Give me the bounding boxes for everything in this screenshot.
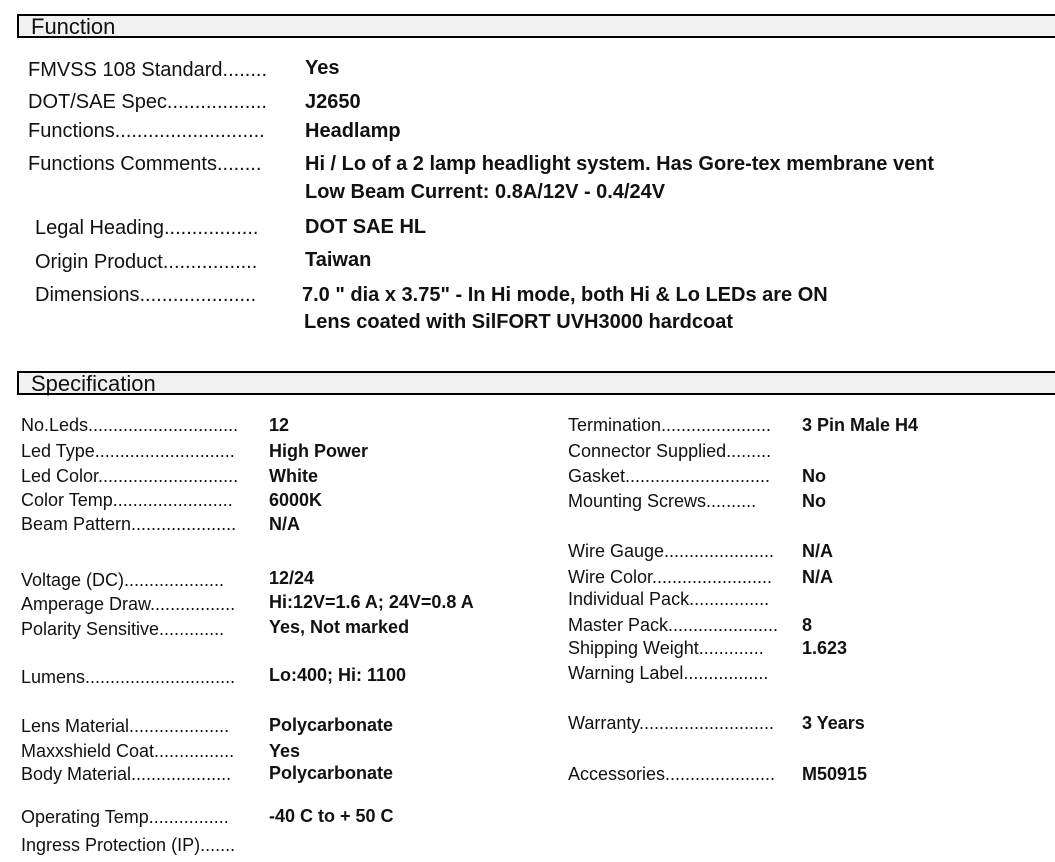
- spec-value-termination: 3 Pin Male H4: [802, 415, 919, 435]
- function-value-dot-sae: J2650: [305, 91, 361, 113]
- specification-heading: Specification: [31, 371, 156, 396]
- function-value-fmvss: Yes: [305, 57, 340, 79]
- spec-value-wire-color: N/A: [802, 567, 833, 587]
- function-value-dimensions-line2: Lens coated with SilFORT UVH3000 hardcoat: [304, 311, 733, 333]
- spec-label-led-color: Led Color............................: [21, 466, 239, 486]
- spec-value-beam-pattern: N/A: [269, 514, 300, 534]
- function-label-dimensions: Dimensions.....................: [35, 284, 257, 306]
- spec-label-mounting-screws: Mounting Screws..........: [568, 491, 757, 511]
- spec-value-master-pack: 8: [802, 615, 813, 635]
- spec-value-voltage: 12/24: [269, 568, 315, 588]
- function-label-fmvss: FMVSS 108 Standard........: [28, 59, 268, 81]
- spec-label-connector: Connector Supplied.........: [568, 441, 772, 461]
- spec-label-accessories: Accessories......................: [568, 764, 776, 784]
- spec-value-amperage: Hi:12V=1.6 A; 24V=0.8 A: [269, 592, 474, 612]
- spec-label-color-temp: Color Temp........................: [21, 490, 233, 510]
- spec-value-gasket: No: [802, 466, 826, 486]
- spec-label-gasket: Gasket.............................: [568, 466, 771, 486]
- spec-label-operating-temp: Operating Temp................: [21, 807, 229, 827]
- spec-value-accessories: M50915: [802, 764, 868, 784]
- spec-value-lumens: Lo:400; Hi: 1100: [269, 665, 407, 685]
- function-value-dimensions: 7.0 " dia x 3.75" - In Hi mode, both Hi & Lo LEDs are ON: [302, 284, 828, 306]
- spec-value-lens-material: Polycarbonate: [269, 715, 394, 735]
- spec-label-master-pack: Master Pack......................: [568, 615, 779, 635]
- spec-value-mounting-screws: No: [802, 491, 826, 511]
- spec-label-amperage: Amperage Draw.................: [21, 594, 236, 614]
- function-value-legal-heading: DOT SAE HL: [305, 216, 427, 238]
- spec-value-led-color: White: [269, 466, 318, 486]
- spec-label-warranty: Warranty...........................: [568, 713, 775, 733]
- function-section-header: [17, 14, 1055, 38]
- spec-label-lens-material: Lens Material....................: [21, 716, 230, 736]
- spec-label-wire-gauge: Wire Gauge......................: [568, 541, 775, 561]
- function-value-comments: Hi / Lo of a 2 lamp headlight system. Has Gore-tex membrane vent: [305, 153, 935, 175]
- spec-label-beam-pattern: Beam Pattern.....................: [21, 514, 237, 534]
- function-value-origin: Taiwan: [305, 249, 372, 271]
- spec-value-operating-temp: -40 C to + 50 C: [269, 806, 394, 826]
- spec-label-ingress-protection: Ingress Protection (IP).......: [21, 835, 236, 855]
- function-label-dot-sae: DOT/SAE Spec..................: [28, 91, 267, 113]
- function-label-legal-heading: Legal Heading.................: [35, 217, 259, 239]
- spec-label-lumens: Lumens..............................: [21, 667, 236, 687]
- spec-value-shipping-weight: 1.623: [802, 638, 848, 658]
- spec-value-maxxshield: Yes: [269, 741, 301, 761]
- spec-value-wire-gauge: N/A: [802, 541, 833, 561]
- spec-label-body-material: Body Material....................: [21, 764, 232, 784]
- function-label-origin: Origin Product.................: [35, 251, 258, 273]
- function-label-comments: Functions Comments........: [28, 153, 262, 175]
- function-label-functions: Functions...........................: [28, 120, 265, 142]
- spec-label-voltage: Voltage (DC)....................: [21, 570, 225, 590]
- spec-label-led-type: Led Type............................: [21, 441, 235, 461]
- spec-label-shipping-weight: Shipping Weight.............: [568, 638, 764, 658]
- spec-label-no-leds: No.Leds..............................: [21, 415, 239, 435]
- function-value-functions: Headlamp: [305, 120, 401, 142]
- spec-label-warning-label: Warning Label.................: [568, 663, 769, 683]
- function-value-comments-line2: Low Beam Current: 0.8A/12V - 0.4/24V: [305, 181, 666, 203]
- spec-label-polarity: Polarity Sensitive.............: [21, 619, 225, 639]
- function-heading: Function: [31, 14, 116, 39]
- spec-label-termination: Termination......................: [568, 415, 772, 435]
- spec-label-maxxshield: Maxxshield Coat................: [21, 741, 235, 761]
- spec-value-led-type: High Power: [269, 441, 369, 461]
- spec-label-individual-pack: Individual Pack................: [568, 589, 770, 609]
- spec-value-polarity: Yes, Not marked: [269, 617, 410, 637]
- spec-value-color-temp: 6000K: [269, 490, 323, 510]
- spec-value-warranty: 3 Years: [802, 713, 865, 733]
- specification-section-header: [17, 371, 1055, 395]
- spec-label-wire-color: Wire Color........................: [568, 567, 773, 587]
- spec-value-no-leds: 12: [269, 415, 290, 435]
- spec-value-body-material: Polycarbonate: [269, 763, 394, 783]
